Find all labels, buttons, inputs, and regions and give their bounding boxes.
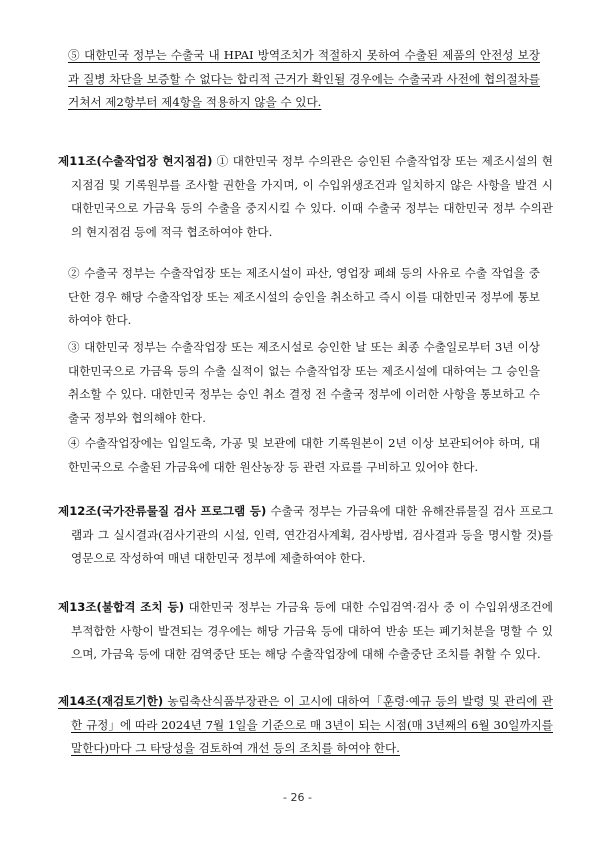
article-11-paragraph-2: ② 수출국 정부는 수출작업장 또는 제조시설이 파산, 영업장 폐쇄 등의 사유로 수출 작업을 중단한 경우 해당 수출작업장 또는 제조시설의 승인을 취소하고 즉시 이를 대한민국 정부에 통보하여야 한다.	[68, 266, 540, 327]
article-12	[58, 500, 553, 571]
article-11	[58, 150, 553, 244]
article-14	[58, 690, 553, 761]
article-10-paragraph-5: ⑤ 대한민국 정부는 수출국 내 HPAI 방역조치가 적절하지 못하여 수출된 제품의 안전성 보장과 질병 차단을 보증할 수 없다는 합리적 근거가 확인될 경우에는 수출국과 사전에 협의절차를 거쳐서 제2항부터 제4항을 적용하지 않을 수 있다.	[68, 48, 540, 109]
article-13-title: 제13조(불합격 조치 등)	[58, 600, 185, 614]
page-number: - 26 -	[283, 791, 312, 804]
article-12-title: 제12조(국가잔류물질 검사 프로그램 등)	[58, 504, 267, 518]
article-12-body: 수출국 정부는 가금육에 대한 유해잔류물질 검사 프로그램과 그 실시결과(검사기관의 시설, 인력, 연간검사계획, 검사방법, 검사결과 등을 명시할 것)를 영문으로 작성하여 매년 대한민국 정부에 제출하여야 한다.	[71, 504, 553, 565]
article-11-paragraph-4: ④ 수출작업장에는 입일도축, 가공 및 보관에 대한 기록원본이 2년 이상 보관되어야 하며, 대한민국으로 수출된 가금육에 대한 원산농장 등 관련 자료를 구비하고 있어야 한다.	[68, 436, 540, 474]
article-11-paragraph-1: ① 대한민국 정부 수의관은 승인된 수출작업장 또는 제조시설의 현지점검 및 기록원부를 조사할 권한을 가지며, 이 수입위생조건과 일치하지 않은 사항을 발견 시 대한민국으로 가금육 등의 수출을 중지시킬 수 있다. 이때 수출국 정부는 대한민국 정부 수의관의 현지점검 등에 적극 협조하여야 한다.	[71, 154, 554, 239]
article-11-title: 제11조(수출작업장 현지점검)	[58, 154, 213, 168]
article-14-body: 농림축산식품부장관은 이 고시에 대하여「훈령·예규 등의 발령 및 관리에 관한 규정」에 따라 2024년 7월 1일을 기준으로 매 3년이 되는 시점(매 3년째의 6월 30일까지를 말한다)마다 그 타당성을 검토하여 개선 등의 조치를 하여야 한다.	[71, 694, 553, 755]
article-11-paragraph-3: ③ 대한민국 정부는 수출작업장 또는 제조시설로 승인한 날 또는 최종 수출일로부터 3년 이상 대한민국으로 가금육 등의 수출 실적이 없는 수출작업장 또는 제조시설에 대하여는 그 승인을 취소할 수 있다. 대한민국 정부는 승인 취소 결정 전 수출국 정부에 이러한 사항을 통보하고 수출국 정부와 협의해야 한다.	[68, 340, 540, 425]
article-13	[58, 596, 553, 667]
article-13-body: 대한민국 정부는 가금육 등에 대한 수입검역·검사 중 이 수입위생조건에 부적합한 사항이 발견되는 경우에는 해당 가금육 등에 대하여 반송 또는 폐기처분을 명할 수 있으며, 가금육 등에 대한 검역중단 또는 해당 수출작업장에 대해 수출중단 조치를 취할 수 있다.	[71, 600, 553, 661]
article-14-title: 제14조(재검토기한)	[58, 694, 164, 708]
